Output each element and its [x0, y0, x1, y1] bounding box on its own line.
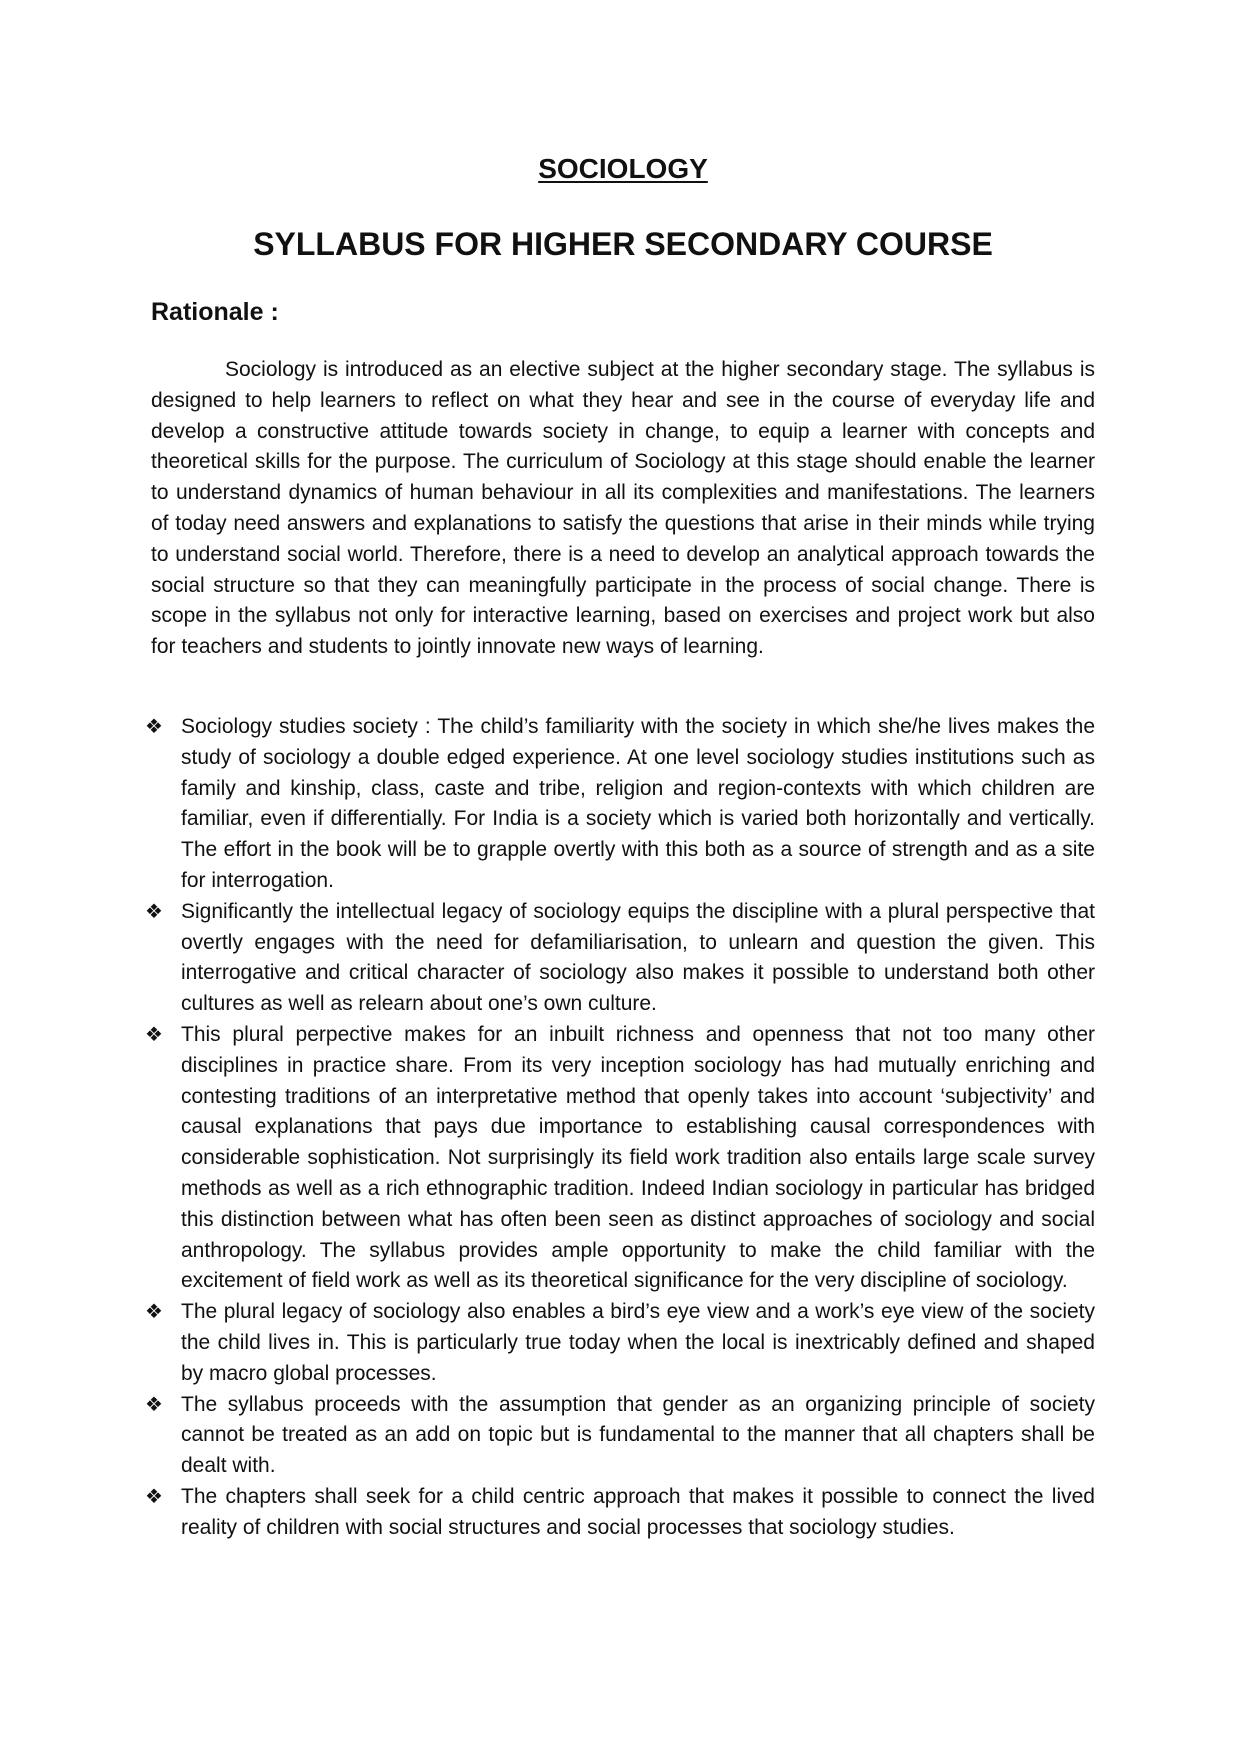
diamond-bullet-icon: ❖: [145, 1301, 163, 1324]
document-subtitle: SYLLABUS FOR HIGHER SECONDARY COURSE: [253, 226, 993, 262]
bullet-item: [145, 1297, 1095, 1389]
bullet-text: The plural legacy of sociology also enables a bird’s eye view and a work’s eye view of the society the child lives in. This is particularly true today when the local is inextricably defined and shaped by macro global processes.: [181, 1300, 1095, 1385]
document-title-text: SOCIOLOGY: [538, 153, 708, 184]
bullet-item: [145, 1482, 1095, 1544]
bullet-text: The syllabus proceeds with the assumption that gender as an organizing principle of society cannot be treated as an add on topic but is fundamental to the manner that all chapters shall be dealt with.: [181, 1392, 1095, 1478]
diamond-bullet-icon: ❖: [145, 900, 163, 923]
bullet-item: [145, 1020, 1095, 1297]
bullet-text: Sociology studies society : The child’s familiarity with the society in which she/he lives makes the study of sociology a double edged experience. At one level sociology studies institutions such as family and kinship, class, caste and tribe, religion and region-contexts with which children are familiar, even if differentially. For India is a society which is varied both horizontally and vertically. The effort in the book will be to grapple overtly with this both as a source of strength and as a site for interrogation.: [181, 715, 1095, 892]
diamond-bullet-icon: ❖: [145, 1023, 163, 1046]
bullet-text: This plural perpective makes for an inbuilt richness and openness that not too many other disciplines in practice share. From its very inception sociology has had mutually enriching and contesting traditions of an interpretative method that openly takes into account ‘subjectivity’ and causal explanations that pays due importance to establishing causal correspondences with considerable sophistication. Not surprisingly its field work tradition also entails large scale survey methods as well as a rich ethnographic tradition. Indeed Indian sociology in particular has bridged this distinction between what has often been seen as distinct approaches of sociology and social anthropology. The syllabus provides ample opportunity to make the child familiar with the excitement of field work as well as its theoretical significance for the very discipline of sociology.: [181, 1022, 1095, 1293]
diamond-bullet-icon: ❖: [145, 716, 163, 738]
rationale-bullet-list: [145, 712, 1095, 1544]
diamond-bullet-icon: ❖: [145, 1485, 163, 1508]
bullet-item: [145, 1390, 1095, 1482]
bullet-text: The chapters shall seek for a child centric approach that makes it possible to connect the lived reality of children with social structures and social processes that sociology studies.: [181, 1484, 1095, 1539]
bullet-item: [145, 712, 1095, 897]
diamond-bullet-icon: ❖: [145, 1393, 163, 1416]
document-title: [151, 151, 1095, 187]
bullet-text: Significantly the intellectual legacy of sociology equips the discipline with a plural perspective that overtly engages with the need for defamiliarisation, to unlearn and question the given. This interrogative and critical character of sociology also makes it possible to understand both other cultures as well as relearn about one’s own culture.: [181, 899, 1095, 1016]
bullet-item: [145, 897, 1095, 1020]
intro-paragraph: Sociology is introduced as an elective subject at the higher secondary stage. The syllabus is designed to help learners to reflect on what they hear and see in the course of everyday life and develop a constructive attitude towards society in change, to equip a learner with concepts and theoretical skills for the purpose. The curriculum of Sociology at this stage should enable the learner to understand dynamics of human behaviour in all its complexities and manifestations. The learners of today need answers and explanations to satisfy the questions that arise in their minds while trying to understand social world. Therefore, there is a need to develop an analytical approach towards the social structure so that they can meaningfully participate in the process of social change. There is scope in the syllabus not only for interactive learning, based on exercises and project work but also for teachers and students to jointly innovate new ways of learning.: [151, 358, 1095, 659]
section-heading-rationale: Rationale :: [151, 298, 279, 326]
